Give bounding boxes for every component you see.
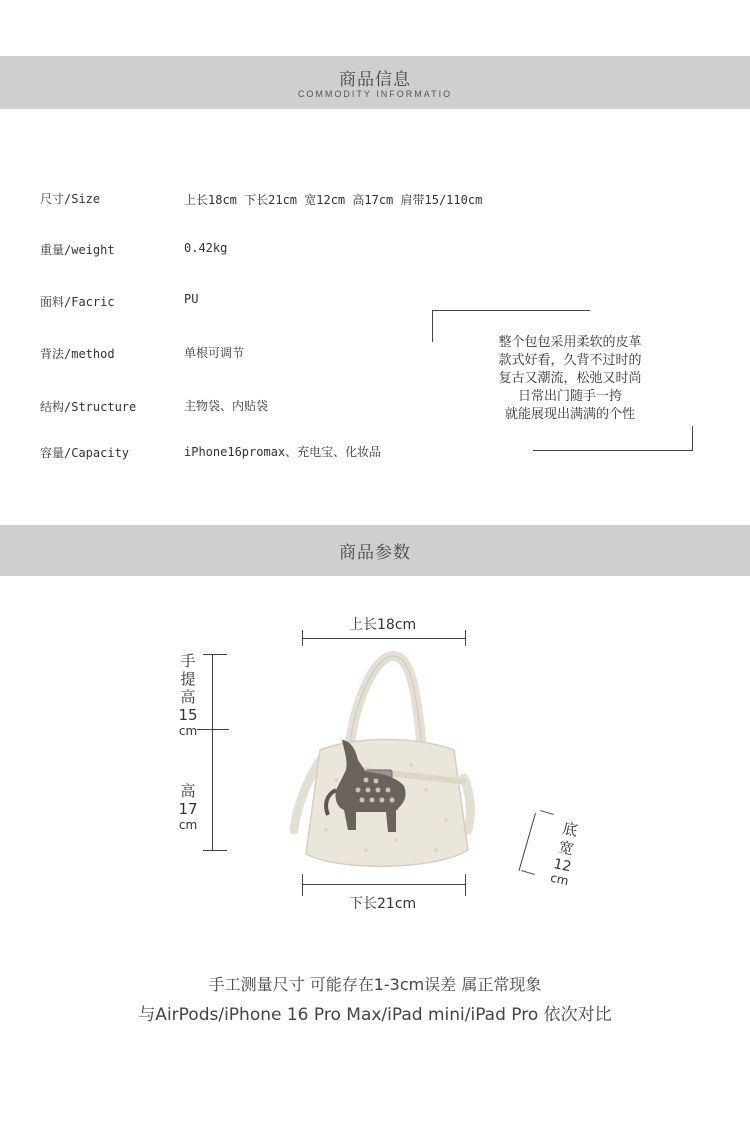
footer-note-comparison: 与AirPods/iPhone 16 Pro Max/iPad mini/iPad Pro 依次对比 (138, 1005, 612, 1025)
info-section-subtitle: COMMODITY INFORMATIO (297, 89, 453, 99)
frame-bottom-line (533, 450, 693, 451)
height-tick-top (203, 654, 227, 655)
handle-height-label (178, 652, 198, 738)
handle-height-unit: cm (178, 724, 198, 738)
bag-image (286, 650, 486, 872)
bottom-width-number: 12 (552, 856, 573, 876)
frame-left-line (432, 310, 433, 342)
top-length-tick-right (465, 630, 466, 646)
width-tick-bottom (521, 870, 535, 875)
info-section-title: 商品信息 (339, 70, 411, 90)
width-line (518, 813, 535, 871)
spec-value-method: 单根可调节 (184, 346, 245, 360)
bottom-length-line (302, 884, 466, 885)
info-section-header (0, 56, 750, 109)
handle-height-char: 提 (180, 670, 196, 688)
height-tick-mid (197, 729, 229, 730)
spec-label-fabric: 面料/Facric (40, 295, 115, 309)
description-line: 复古又潮流，松弛又时尚 (498, 371, 642, 386)
bottom-width-char: 宽 (556, 837, 576, 859)
spec-value-fabric: PU (184, 292, 199, 306)
spec-value-capacity: iPhone16promax、充电宝、化妆品 (184, 445, 382, 459)
params-section-header (0, 525, 750, 576)
body-height-char: 高 (180, 782, 196, 800)
spec-label-method: 背法/method (40, 347, 115, 361)
footer-note-measurement: 手工测量尺寸 可能存在1-3cm误差 属正常现象 (208, 975, 542, 994)
width-tick-top (540, 810, 554, 815)
top-length-line (302, 638, 466, 639)
params-section-title: 商品参数 (339, 543, 411, 563)
handle-height-char: 手 (180, 652, 196, 670)
spec-value-size: 上长18cm 下长21cm 宽12cm 高17cm 肩带15/110cm (184, 193, 483, 207)
body-height-label (178, 782, 198, 832)
top-length-tick-left (302, 630, 303, 646)
bottom-width-unit: cm (549, 870, 570, 889)
frame-top-line (432, 310, 590, 311)
bottom-width-char: 底 (560, 819, 580, 840)
frame-right-line (692, 426, 693, 451)
spec-value-structure: 主物袋、内贴袋 (184, 399, 269, 413)
body-height-number: 17 (178, 800, 198, 818)
description-line: 款式好看，久背不过时的 (498, 353, 642, 368)
description-line: 日常出门随手一挎 (517, 389, 622, 404)
description-text (470, 334, 670, 424)
handle-height-char: 高 (180, 688, 196, 706)
bottom-length-tick-left (302, 874, 303, 896)
spec-label-structure: 结构/Structure (40, 400, 137, 414)
handle-height-number: 15 (178, 706, 198, 724)
height-line (212, 654, 213, 850)
top-length-label: 上长18cm (349, 617, 417, 633)
height-tick-bottom (203, 850, 227, 851)
spec-label-capacity: 容量/Capacity (40, 446, 130, 460)
spec-value-weight: 0.42kg (184, 241, 228, 255)
description-line: 整个包包采用柔软的皮革 (498, 335, 642, 350)
body-height-unit: cm (178, 818, 198, 832)
description-line: 就能展现出满满的个性 (504, 407, 635, 422)
bottom-width-label (546, 818, 583, 889)
bottom-length-tick-right (465, 874, 466, 896)
spec-label-weight: 重量/weight (40, 243, 115, 257)
bottom-length-label: 下长21cm (349, 896, 417, 912)
spec-label-size: 尺寸/Size (40, 192, 101, 206)
